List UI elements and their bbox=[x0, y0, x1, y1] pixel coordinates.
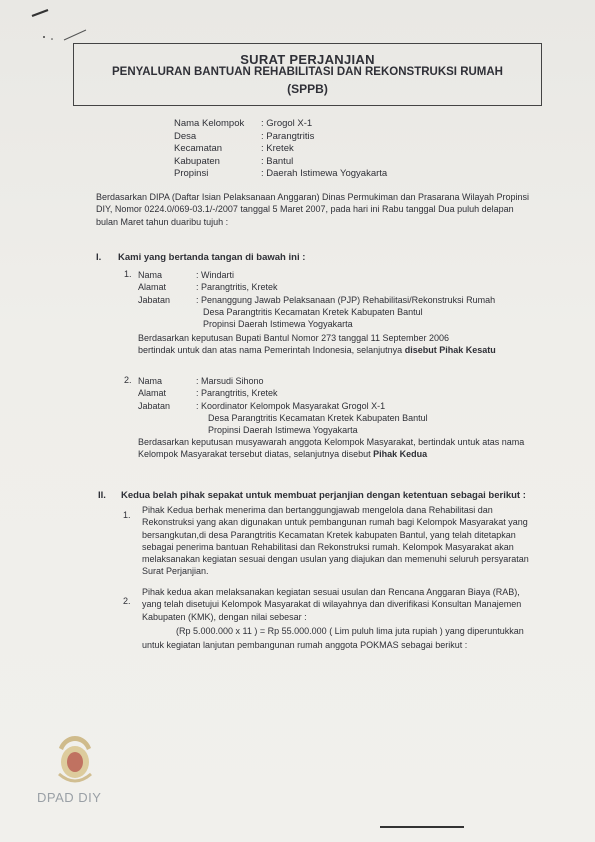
jabatan-value: Propinsi Daerah Istimewa Yogyakarta bbox=[203, 319, 353, 330]
section-2-heading: Kedua belah pihak sepakat untuk membuat perjanjian dengan ketentuan sebagai berikut : bbox=[121, 490, 526, 501]
item-2-paragraph bbox=[142, 586, 562, 651]
intro-line: bulan Maret tahun duaribu tujuh : bbox=[96, 216, 229, 227]
item-1-number: 1. bbox=[123, 510, 131, 520]
identity-value: : Daerah Istimewa Yogyakarta bbox=[261, 168, 388, 180]
intro-line: Berdasarkan DIPA (Daftar Isian Pelaksanaan Anggaran) Dinas Permukiman dan Prasarana Wilayah Propinsi bbox=[96, 192, 530, 202]
document-abbreviation: (SPPB) bbox=[287, 82, 328, 96]
nama-value: : Marsudi Sihono bbox=[196, 376, 264, 386]
footer-rule bbox=[380, 826, 464, 828]
item-1-paragraph bbox=[142, 504, 562, 578]
intro-line: DIY, Nomor 0224.0/069-03.1/-/2007 tanggal 5 Maret 2007, pada hari ini Rabu tanggal Dua puluh delapan bbox=[96, 204, 514, 215]
alamat-label: Alamat bbox=[138, 282, 167, 293]
party-2-labels bbox=[138, 375, 193, 412]
jabatan-label: Jabatan bbox=[138, 400, 171, 411]
alamat-value: : Parangtritis, Kretek bbox=[196, 282, 278, 293]
paragraph-line: Pihak Kedua berhak menerima dan bertanggungjawab mengelola dana Rehabilitasi dan bbox=[142, 505, 493, 515]
identity-row bbox=[174, 118, 387, 131]
alamat-label: Alamat bbox=[138, 388, 167, 399]
identity-label: Propinsi bbox=[174, 168, 209, 180]
basis-line: Berdasarkan keputusan Bupati Bantul Nomor 273 tanggal 11 September 2006 bbox=[138, 333, 450, 343]
basis-line: Berdasarkan keputusan musyawarah anggota Kelompok Masyarakat, bertindak untuk atas nama bbox=[138, 437, 525, 447]
paragraph-line: yang telah disetujui Kelompok Masyarakat di wilayahnya dan diverifikasi Konsultan Manajemen bbox=[142, 599, 522, 610]
identity-value: : Grogol X-1 bbox=[261, 118, 313, 129]
jabatan-value: : Penanggung Jawab Pelaksanaan (PJP) Rehabilitasi/Rekonstruksi Rumah bbox=[196, 294, 496, 305]
pen-marks bbox=[30, 6, 100, 46]
paragraph-line: Kabupaten (KMK), dengan nilai sebesar : bbox=[142, 611, 307, 622]
section-1-numeral: I. bbox=[96, 252, 102, 263]
jabatan-value: Desa Parangtritis Kecamatan Kretek Kabupaten Bantul bbox=[203, 306, 423, 317]
alamat-value: : Parangtritis, Kretek bbox=[196, 388, 278, 399]
nama-value: : Windarti bbox=[196, 270, 235, 280]
nama-label: Nama bbox=[138, 270, 163, 280]
party-2-number: 2. bbox=[124, 375, 132, 385]
amount-line: (Rp 5.000.000 x 11 ) = Rp 55.000.000 ( Lim puluh lima juta rupiah ) yang diperuntukkan bbox=[176, 625, 524, 636]
party-1-values bbox=[196, 269, 536, 330]
jabatan-label: Jabatan bbox=[138, 294, 171, 305]
party-2-values bbox=[196, 375, 536, 436]
party-designation: Pihak Kedua bbox=[373, 449, 428, 460]
identity-row bbox=[174, 156, 387, 169]
identity-row bbox=[174, 131, 387, 144]
paragraph-line: sebagai penerima bantuan Rehabilitasi dan Rekonstruksi rumah. Kelompok Masyarakat akan bbox=[142, 541, 514, 552]
jabatan-value: Propinsi Daerah Istimewa Yogyakarta bbox=[208, 425, 358, 436]
basis-text: Kelompok Masyarakat tersebut diatas, selanjutnya disebut bbox=[138, 449, 371, 460]
identity-label: Kecamatan bbox=[174, 143, 223, 155]
intro-paragraph bbox=[96, 191, 566, 228]
dpad-crest-icon bbox=[45, 730, 105, 790]
paragraph-line: melaksanakan kegiatan sesuai dengan usulan yang diajukan dan memenuhi seluruh persyaratan bbox=[142, 554, 529, 565]
document-title: SURAT PERJANJIAN bbox=[240, 52, 375, 67]
paragraph-line: untuk kegiatan lanjutan pembangunan rumah anggota POKMAS sebagai berikut : bbox=[142, 640, 468, 651]
paragraph-line: Rekonstruksi yang akan digunakan untuk pembangunan rumah bagi Kelompok Masyarakat yang bbox=[142, 517, 528, 528]
paragraph-line: Surat Perjanjian. bbox=[142, 566, 209, 577]
paragraph-line: bersangkutan,di desa Parangtritis Kecamatan Kretek kabupaten Bantul, yang telah ditetapkan bbox=[142, 529, 516, 540]
party-1-basis bbox=[138, 332, 548, 357]
basis-line bbox=[138, 448, 553, 460]
nama-label: Nama bbox=[138, 376, 163, 386]
identity-label: Kabupaten bbox=[174, 155, 220, 167]
document-subtitle: PENYALURAN BANTUAN REHABILITASI DAN REKONSTRUKSI RUMAH bbox=[111, 66, 503, 78]
watermark-label: DPAD DIY bbox=[37, 790, 102, 805]
identity-value: : Kretek bbox=[261, 143, 294, 155]
paragraph-line: Pihak kedua akan melaksanakan kegiatan sesuai usulan dan Rencana Anggaran Biaya (RAB), bbox=[142, 587, 520, 597]
title-box bbox=[73, 43, 542, 106]
jabatan-value: Desa Parangtritis Kecamatan Kretek Kabupaten Bantul bbox=[208, 412, 428, 423]
party-2-basis bbox=[138, 436, 553, 461]
party-1-labels bbox=[138, 269, 193, 306]
group-identity-table bbox=[174, 118, 387, 181]
identity-value: : Parangtritis bbox=[261, 130, 315, 142]
basis-line bbox=[138, 344, 548, 356]
basis-text: bertindak untuk dan atas nama Pemerintah Indonesia, selanjutnya bbox=[138, 345, 403, 356]
identity-label: Nama Kelompok bbox=[174, 118, 245, 129]
identity-label: Desa bbox=[174, 130, 197, 142]
party-1-number: 1. bbox=[124, 269, 132, 279]
jabatan-value: : Koordinator Kelompok Masyarakat Grogol X-1 bbox=[196, 400, 386, 411]
identity-row bbox=[174, 143, 387, 156]
identity-value: : Bantul bbox=[261, 155, 294, 167]
party-designation: disebut Pihak Kesatu bbox=[404, 345, 496, 356]
section-1-heading: Kami yang bertanda tangan di bawah ini : bbox=[118, 252, 306, 263]
item-2-number: 2. bbox=[123, 596, 131, 606]
section-2-numeral: II. bbox=[98, 490, 106, 501]
identity-row bbox=[174, 168, 387, 181]
